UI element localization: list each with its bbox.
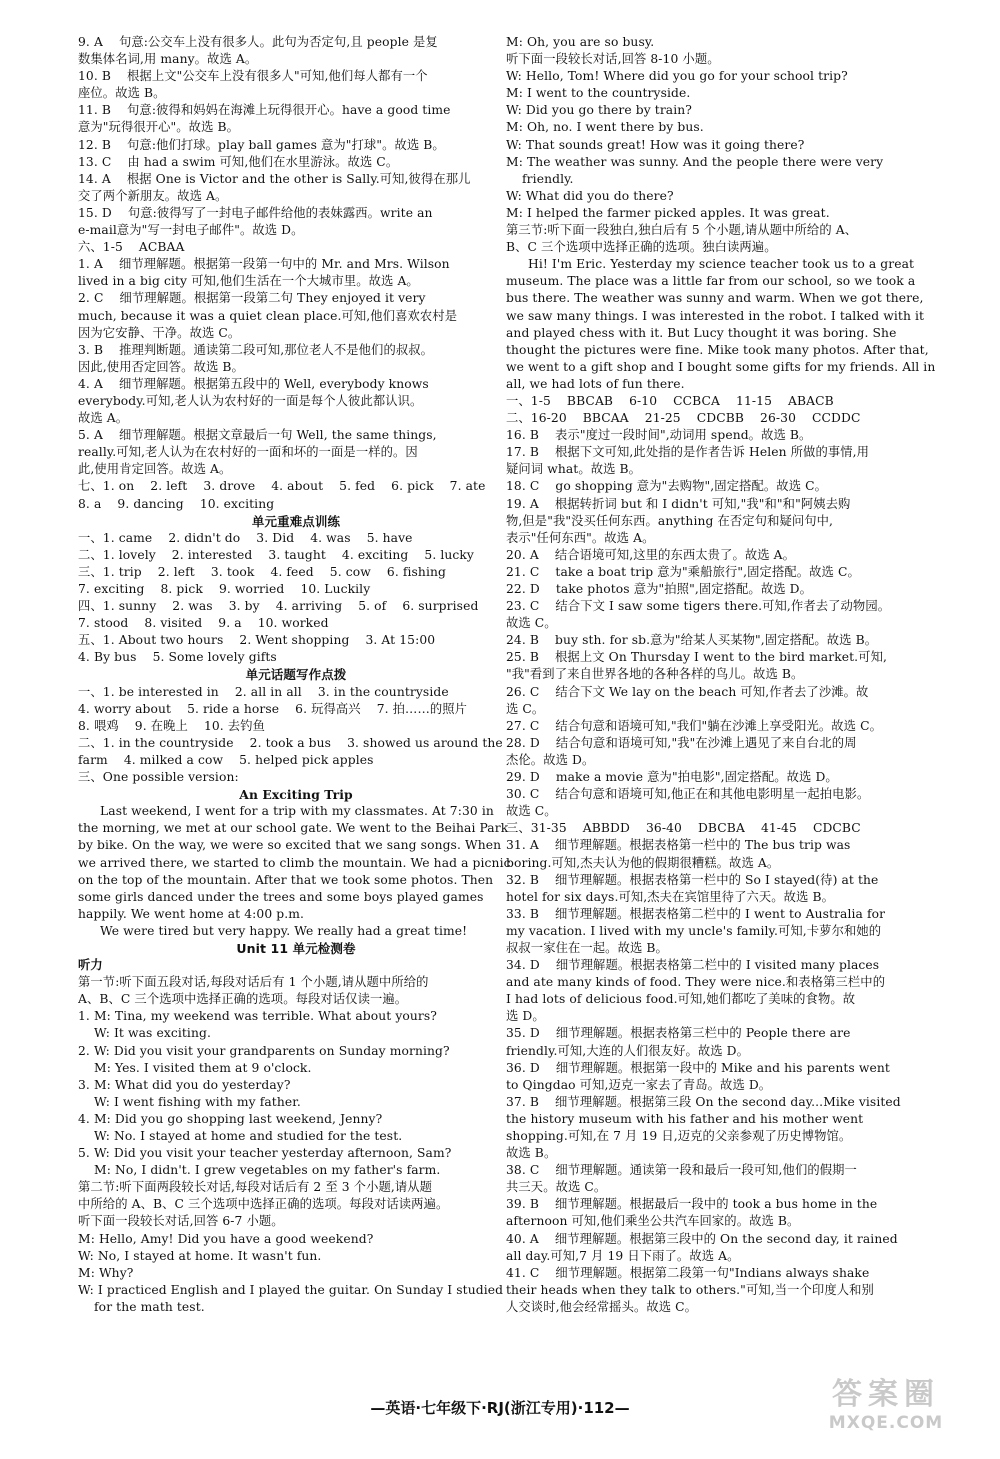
text-line: W: Did you go there by train?	[506, 103, 692, 118]
text-line: 28. D 结合句意和语境可知,"我"在沙滩上遇见了来自台北的周	[506, 735, 857, 750]
text-line: some girls danced under the trees and some boys played games	[78, 889, 484, 904]
text-line: We were tired but very happy. We really had a great time!	[100, 923, 468, 938]
text-line: 三、31-35 ABBDD 36-40 DBCBA 41-45 CDCBC	[506, 821, 861, 836]
text-line: W: Hello, Tom! Where did you go for your school trip?	[506, 69, 848, 84]
text-line: 3. M: What did you do yesterday?	[78, 1077, 291, 1092]
text-line: 10. B 根据上文"公交车上没有很多人"可知,他们每人都有一个	[78, 69, 428, 84]
text-line: W: I practiced English and I played the guitar. On Sunday I studied	[78, 1282, 504, 1297]
text-line: 19. A 根据转折词 but 和 I didn't 可知,"我"和"和"阿姨去购	[506, 496, 851, 511]
text-line: 一、1. came 2. didn't do 3. Did 4. was 5. have	[78, 530, 413, 545]
text-line: 二、16-20 BBCAA 21-25 CDCBB 26-30 CCDDC	[506, 411, 861, 426]
text-line: "我"看到了来自世界各地的各种各样的鸟儿。故选 B。	[506, 667, 804, 682]
text-line: 第二节:听下面两段较长对话,每段对话后有 2 至 3 个小题,请从题	[78, 1180, 433, 1195]
text-line: hotel for six days.可知,杰夫在宾馆里待了六天。故选 B。	[506, 889, 834, 904]
text-line: 32. B 细节理解题。根据表格第一栏中的 So I stayed(待) at the	[506, 872, 879, 887]
text-line: and played chess with it. But Lucy thought it was boring. She	[506, 325, 897, 340]
text-line: 1. M: Tina, my weekend was terrible. What about yours?	[78, 1009, 437, 1024]
text-line: 17. B 根据下文可知,此处指的是作者告诉 Helen 所做的事情,用	[506, 445, 870, 460]
text-line: 26. C 结合下文 We lay on the beach 可知,作者去了沙滩。故	[506, 684, 869, 699]
text-line: 听下面一段较长对话,回答 6-7 小题。	[78, 1214, 284, 1229]
watermark-title: 答案圈	[832, 1377, 940, 1412]
text-line: 4. A 细节理解题。根据第五段中的 Well, everybody knows	[78, 376, 429, 391]
text-line: 35. D 细节理解题。根据表格第三栏中的 People there are	[506, 1026, 851, 1041]
text-line: 四、1. sunny 2. was 3. by 4. arriving 5. of 6. surprised	[78, 599, 479, 614]
text-line: 七、1. on 2. left 3. drove 4. about 5. fed 6. pick 7. ate	[78, 479, 486, 494]
text-line: W: No. I stayed at home and studied for the test.	[78, 1129, 403, 1143]
text-line: 2. C 细节理解题。根据第一段第二句 They enjoyed it very	[78, 291, 426, 306]
text-line: 40. A 细节理解题。根据第三段中的 On the second day, it rained	[506, 1231, 898, 1246]
text-line: 37. B 细节理解题。根据第三段 On the second day...Mike visited	[506, 1094, 901, 1109]
essay-title: An Exciting Trip	[239, 787, 353, 803]
text-line: 3. B 推理判断题。通读第二段可知,那位老人不是他们的叔叔。	[78, 342, 434, 357]
text-line: museum. The place was a little far from our school, so we took a	[506, 274, 916, 289]
text-line: 第三节:听下面一段独白,独白后有 5 个小题,请从题中所给的 A、	[506, 223, 858, 238]
text-line: W: That sounds great! How was it going there?	[506, 137, 805, 152]
text-line: 二、1. in the countryside 2. took a bus 3. showed us around the	[78, 735, 503, 750]
text-line: 4. By bus 5. Some lovely gifts	[78, 650, 277, 665]
text-line: to Qingdao 可知,迈克一家去了青岛。故选 D。	[506, 1077, 772, 1092]
text-line: 杰伦。故选 D。	[506, 752, 595, 767]
text-line: M: Yes. I visited them at 9 o'clock.	[78, 1060, 312, 1075]
text-line: 8. a 9. dancing 10. exciting	[78, 496, 275, 511]
text-line: really.可知,老人认为在农村好的一面和坏的一面是一样的。因	[78, 445, 418, 460]
text-line: farm 4. milked a cow 5. helped pick apples	[78, 752, 374, 767]
text-line: 31. A 细节理解题。根据表格第一栏中的 The bus trip was	[506, 838, 851, 853]
text-line: 18. C go shopping 意为"去购物",固定搭配。故选 C。	[506, 479, 828, 494]
text-line: M: Why?	[78, 1265, 134, 1280]
text-line: 故选 B。	[506, 1146, 557, 1161]
text-line: friendly.	[506, 171, 574, 186]
text-line: 12. B 句意:他们打球。play ball games 意为"打球"。故选 B。	[78, 137, 445, 152]
text-line: M: Oh, you are so busy.	[506, 35, 655, 49]
text-line: 五、1. About two hours 2. Went shopping 3. At 15:00	[78, 633, 436, 648]
text-line: their heads when they talk to others."可知,当一个印度人和别	[506, 1282, 874, 1297]
text-line: 第一节:听下面五段对话,每段对话后有 1 个小题,请从题中所给的	[78, 975, 429, 990]
text-line: shopping.可知,在 7 月 19 日,迈克的父亲参观了历史博物馆。	[506, 1129, 852, 1143]
text-line: M: The weather was sunny. And the people there were very	[506, 154, 884, 169]
text-line: friendly.可知,大连的人们很友好。故选 D。	[506, 1043, 750, 1058]
text-line: 三、One possible version:	[78, 770, 239, 785]
text-line: 叔叔一家住在一起。故选 B。	[506, 940, 668, 955]
text-line: 7. stood 8. visited 9. a 10. worked	[78, 616, 329, 631]
text-line: 故选 C。	[506, 804, 557, 819]
text-line: 39. B 细节理解题。根据最后一段中的 took a bus home in the	[506, 1197, 878, 1212]
text-line: 人交谈时,他会经常摇头。故选 C。	[506, 1299, 698, 1314]
text-line: 共三天。故选 C。	[506, 1180, 607, 1195]
text-line: Hi! I'm Eric. Yesterday my science teacher took us to a great	[528, 257, 915, 272]
text-line: 听下面一段较长对话,回答 8-10 小题。	[506, 52, 720, 67]
text-line: M: I helped the farmer picked apples. It was great.	[506, 205, 830, 220]
text-line: 30. C 结合句意和语境可知,他正在和其他电影明星一起拍电影。	[506, 787, 870, 802]
text-line: the history museum with his father and his mother went	[506, 1111, 864, 1126]
left-column	[78, 34, 514, 1316]
text-line: and ate many kinds of food. They were nice.和表格第三栏中的	[506, 975, 886, 990]
text-line: 5. A 细节理解题。根据文章最后一句 Well, the same things,	[78, 428, 437, 443]
text-line: M: No, I didn't. I grew vegetables on my father's farm.	[78, 1163, 441, 1178]
text-line: all, we had lots of fun there.	[506, 376, 685, 391]
text-line: 疑问词 what。故选 B。	[506, 462, 642, 477]
text-line: 一、1-5 BBCAB 6-10 CCBCA 11-15 ABACB	[506, 393, 834, 408]
text-line: 20. A 结合语境可知,这里的东西太贵了。故选 A。	[506, 547, 796, 562]
text-line: 因为它安静、干净。故选 C。	[78, 325, 241, 340]
text-line: 选 D。	[506, 1009, 545, 1024]
text-line: M: Oh, no. I went there by bus.	[506, 120, 704, 135]
text-line: M: I went to the countryside.	[506, 86, 691, 101]
text-line: W: It was exciting.	[78, 1026, 211, 1041]
text-line: I had lots of delicious food.可知,她们都吃了美味的食物。故	[506, 992, 856, 1007]
text-line: W: No, I stayed at home. It wasn't fun.	[78, 1248, 322, 1263]
text-line: 13. C 由 had a swim 可知,他们在水里游泳。故选 C。	[78, 154, 399, 169]
text-line: by bike. On the way, we were so excited that we sang songs. When	[78, 838, 502, 853]
text-line: on the top of the mountain. After that we took some photos. Then	[78, 872, 494, 887]
text-line: 故选 C。	[506, 616, 557, 631]
text-line: 此,使用肯定回答。故选 A。	[78, 462, 232, 477]
text-line: 数集体名词,用 many。故选 A。	[78, 52, 258, 67]
text-line: 六、1-5 ACBAA	[78, 240, 185, 255]
text-line: 物,但是"我"没买任何东西。anything 在否定句和疑问句中,	[506, 513, 834, 528]
text-line: W: What did you do there?	[506, 188, 674, 203]
text-line: afternoon 可知,他们乘坐公共汽车回家的。故选 B。	[506, 1214, 800, 1229]
text-line: 38. C 细节理解题。通读第一段和最后一段可知,他们的假期一	[506, 1163, 857, 1178]
text-line: 中所给的 A、B、C 三个选项中选择正确的选项。每段对话读两遍。	[78, 1197, 449, 1212]
text-line: 24. B buy sth. for sb.意为"给某人买某物",固定搭配。故选 B。	[506, 633, 878, 648]
text-line: we went to a gift shop and I bought some gifts for my friends. All in	[506, 359, 936, 374]
text-line: 41. C 细节理解题。根据第二段第一句"Indians always shake	[506, 1265, 870, 1280]
text-line: B、C 三个选项中选择正确的选项。独白读两遍。	[506, 240, 777, 255]
text-line: we arrived there, we started to climb the mountain. We had a picnic	[78, 855, 511, 870]
text-line: 三、1. trip 2. left 3. took 4. feed 5. cow 6. fishing	[78, 564, 446, 579]
text-line: all day.可知,7 月 19 日下雨了。故选 A。	[506, 1248, 740, 1263]
right-column	[506, 34, 942, 1316]
text-line: 表示"任何东西"。故选 A。	[506, 530, 655, 545]
text-line: 9. A 句意:公交车上没有很多人。此句为否定句,且 people 是复	[78, 35, 438, 49]
text-line: happily. We went home at 4:00 p.m.	[78, 906, 305, 921]
text-line: 二、1. lovely 2. interested 3. taught 4. exciting 5. lucky	[78, 547, 474, 562]
text-line: 5. W: Did you visit your teacher yesterday afternoon, Sam?	[78, 1146, 452, 1161]
section-heading: 单元重难点训练	[251, 513, 341, 529]
page-footer: —英语·七年级下·RJ(浙江专用)·112—	[370, 1399, 630, 1417]
text-line: 21. C take a boat trip 意为"乘船旅行",固定搭配。故选 C。	[506, 564, 860, 579]
text-line: 22. D take photos 意为"拍照",固定搭配。故选 D。	[506, 582, 812, 596]
text-line: 意为"玩得很开心"。故选 B。	[78, 120, 240, 135]
text-line: W: I went fishing with my father.	[78, 1094, 301, 1109]
watermark-url: MXQE.COM	[828, 1413, 944, 1433]
section-heading: Unit 11 单元检测卷	[236, 940, 356, 956]
section-heading: 单元话题写作点拨	[245, 667, 347, 683]
text-line: 27. C 结合句意和语境可知,"我们"躺在沙滩上享受阳光。故选 C。	[506, 718, 882, 733]
text-line: 29. D make a movie 意为"拍电影",固定搭配。故选 D。	[506, 770, 838, 785]
text-line: 4. worry about 5. ride a horse 6. 玩得高兴 7. 拍……的照片	[78, 701, 468, 716]
text-line: thought the pictures were fine. Mike took many photos. After that,	[506, 342, 929, 357]
text-line: 一、1. be interested in 2. all in all 3. in the countryside	[78, 684, 449, 699]
text-line: boring.可知,杰夫认为他的假期很糟糕。故选 A。	[506, 855, 780, 870]
text-line: the morning, we met at our school gate. We went to the Beihai Park	[78, 821, 509, 836]
text-line: 33. B 细节理解题。根据表格第二栏中的 I went to Australia for	[506, 906, 886, 921]
text-line: 听力	[78, 958, 103, 973]
text-line: lived in a big city 可知,他们生活在一个大城市里。故选 A。	[78, 274, 419, 289]
watermark-logo	[810, 1377, 962, 1439]
text-line: M: Hello, Amy! Did you have a good weekend?	[78, 1231, 374, 1246]
text-line: Last weekend, I went for a trip with my classmates. At 7:30 in	[100, 804, 494, 819]
text-line: 23. C 结合下文 I saw some tigers there.可知,作者去了动物园。	[506, 599, 891, 614]
text-line: 36. D 细节理解题。根据第一段中的 Mike and his parents went	[506, 1060, 890, 1075]
text-line: 选 C。	[506, 701, 545, 716]
text-line: 14. A 根据 One is Victor and the other is Sally.可知,彼得在那儿	[78, 171, 471, 186]
text-line: 16. B 表示"度过一段时间",动词用 spend。故选 B。	[506, 428, 812, 443]
text-line: e-mail意为"写一封电子邮件"。故选 D。	[78, 223, 304, 238]
text-line: 11. B 句意:彼得和妈妈在海滩上玩得很开心。have a good time	[78, 103, 451, 118]
text-line: much, because it was a quiet clean place.可知,他们喜欢农村是	[78, 308, 458, 323]
text-line: 25. B 根据上文 On Thursday I went to the bird market.可知,	[506, 650, 887, 665]
text-line: 1. A 细节理解题。根据第一段第一句中的 Mr. and Mrs. Wilson	[78, 257, 450, 272]
text-line: 故选 A。	[78, 411, 129, 426]
text-line: 8. 喂鸡 9. 在晚上 10. 去钓鱼	[78, 718, 265, 733]
text-line: my vacation. I lived with my uncle's family.可知,卡萝尔和她的	[506, 923, 882, 938]
text-line: 7. exciting 8. pick 9. worried 10. Luckily	[78, 582, 371, 596]
text-line: A、B、C 三个选项中选择正确的选项。每段对话仅读一遍。	[78, 992, 408, 1007]
text-line: bus there. The weather was sunny and warm. When we got there,	[506, 291, 924, 306]
text-line: 34. D 细节理解题。根据表格第二栏中的 I visited many places	[506, 958, 880, 973]
text-line: 座位。故选 B。	[78, 86, 166, 101]
text-line: 2. W: Did you visit your grandparents on Sunday morning?	[78, 1043, 450, 1058]
text-line: everybody.可知,老人认为农村好的一面是每个人彼此都认识。	[78, 393, 423, 408]
text-line: 15. D 句意:彼得写了一封电子邮件给他的表妹露西。write an	[78, 205, 433, 220]
text-line: 因此,使用否定回答。故选 B。	[78, 359, 244, 374]
text-line: 交了两个新朋友。故选 A。	[78, 188, 228, 203]
text-line: 4. M: Did you go shopping last weekend, Jenny?	[78, 1111, 383, 1126]
text-line: we saw many things. I was interested in the robot. I talked with it	[506, 308, 925, 323]
text-line: for the math test.	[78, 1299, 205, 1314]
